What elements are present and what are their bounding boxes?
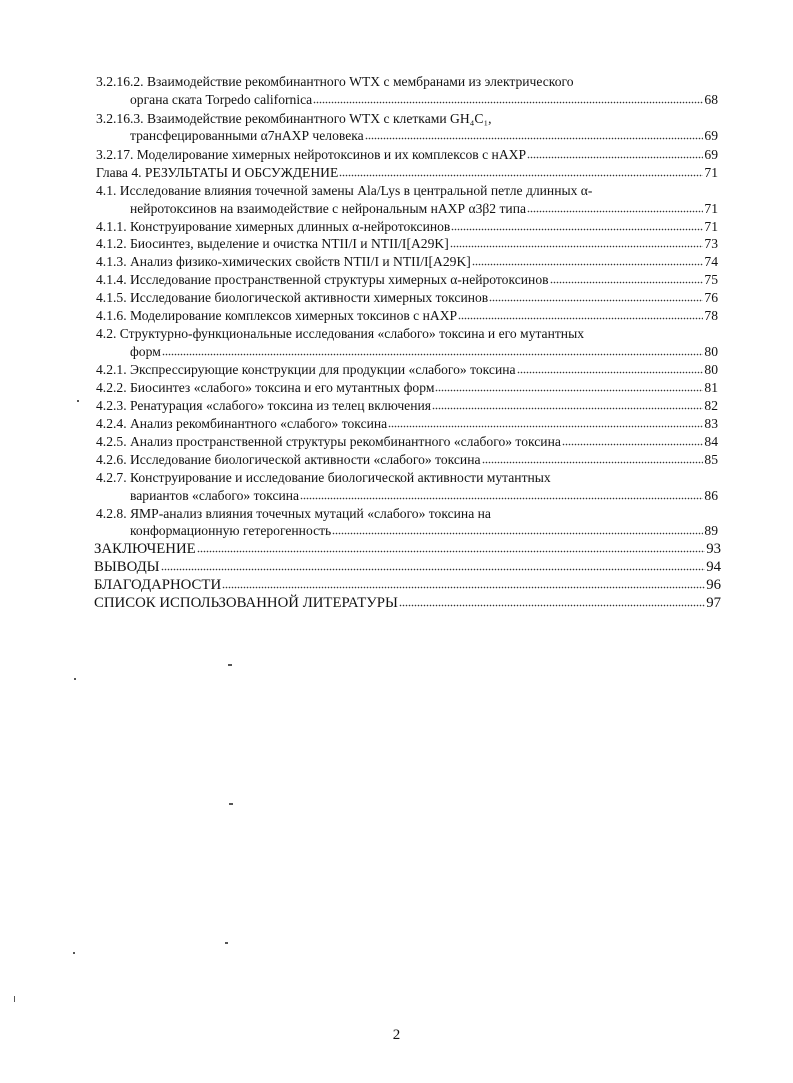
- dot-leader: [162, 344, 704, 356]
- toc-entry: [96, 452, 718, 468]
- dot-leader: [451, 219, 703, 231]
- scan-speck: [229, 803, 233, 805]
- scan-speck: [74, 678, 76, 680]
- page-number: 2: [392, 1027, 401, 1043]
- toc-entry-page: 82: [704, 398, 718, 413]
- dot-leader: [365, 128, 704, 140]
- toc-entry: [96, 147, 718, 163]
- toc-entry-title: нейротоксинов на взаимодействие с нейрональным нАХР α3β2 типа: [130, 201, 527, 216]
- toc-entry-title: БЛАГОДАРНОСТИ: [94, 577, 222, 593]
- toc-entry-title: 4.2.5. Анализ пространственной структуры рекомбинантного «слабого» токсина: [96, 434, 561, 449]
- toc-entry-title: 3.2.16.3. Взаимодействие рекомбинантного WTX с клетками GH₄C₁,: [96, 111, 492, 126]
- dot-leader: [435, 380, 703, 392]
- toc-entry: [96, 236, 718, 252]
- toc-entry-page: 85: [704, 452, 718, 467]
- toc-entry-title: 4.1.6. Моделирование комплексов химерных токсинов с нАХР: [96, 308, 458, 323]
- toc-entry-title: 3.2.16.2. Взаимодействие рекомбинантного WTX с мембранами из электрического: [96, 74, 574, 89]
- dot-leader: [161, 559, 706, 571]
- toc-entry: [96, 398, 718, 414]
- toc-entry-page: 81: [704, 380, 718, 395]
- dot-leader: [482, 452, 704, 464]
- toc-entry: [96, 219, 718, 235]
- toc-entry-title: 4.2.1. Экспрессирующие конструкции для продукции «слабого» токсина: [96, 362, 516, 377]
- dot-leader: [527, 147, 703, 159]
- toc-entry: [96, 380, 718, 396]
- toc-entry-page: 80: [704, 344, 718, 359]
- toc-entry: [96, 254, 718, 270]
- toc-entry: [130, 92, 718, 108]
- toc-entry: [94, 541, 721, 557]
- dot-leader: [527, 201, 703, 213]
- scan-speck: [14, 996, 15, 1002]
- toc-entry: [96, 326, 694, 342]
- toc-entry-title: 4.2.3. Ренатурация «слабого» токсина из телец включения: [96, 398, 431, 413]
- scan-speck: [228, 664, 232, 666]
- toc-entry-page: 69: [704, 128, 718, 143]
- toc-entry-title: форм: [130, 344, 161, 359]
- toc-entry-page: 75: [704, 272, 718, 287]
- toc-entry: [96, 470, 694, 486]
- toc-entry-title: Глава 4. РЕЗУЛЬТАТЫ И ОБСУЖДЕНИЕ: [96, 165, 339, 180]
- toc-entry: [130, 201, 718, 217]
- dot-leader: [489, 290, 703, 302]
- toc-entry-title: вариантов «слабого» токсина: [130, 488, 300, 503]
- toc-entry-page: 96: [706, 577, 721, 593]
- dot-leader: [432, 398, 703, 410]
- toc-entry-title: 4.1.4. Исследование пространственной структуры химерных α-нейротоксинов: [96, 272, 549, 287]
- toc-entry-title: конформационную гетерогенность: [130, 523, 332, 538]
- dot-leader: [562, 434, 704, 446]
- toc-entry: [94, 595, 721, 611]
- toc-entry-page: 83: [704, 416, 718, 431]
- toc-entry-page: 80: [704, 362, 718, 377]
- toc-entry-page: 94: [706, 559, 721, 575]
- toc-entry-page: 89: [704, 523, 718, 538]
- toc-entry-title: 4.2.4. Анализ рекомбинантного «слабого» токсина: [96, 416, 388, 431]
- toc-entry-title: органа ската Torpedo californica: [130, 92, 313, 107]
- toc-entry: [130, 523, 718, 539]
- toc-entry: [130, 488, 718, 504]
- toc-entry: [96, 506, 694, 522]
- dot-leader: [517, 362, 704, 374]
- dot-leader: [550, 272, 704, 284]
- toc-entry-title: 4.2. Структурно-функциональные исследования «слабого» токсина и его мутантных: [96, 326, 585, 341]
- toc-entry-title: 4.1.5. Исследование биологической активности химерных токсинов: [96, 290, 489, 305]
- toc-entry: [96, 434, 718, 450]
- toc-entry-page: 69: [704, 147, 718, 162]
- dot-leader: [300, 488, 703, 500]
- toc-entry: [94, 559, 721, 575]
- toc-entry: [96, 74, 694, 90]
- toc-entry: [130, 344, 718, 360]
- dot-leader: [450, 236, 704, 248]
- toc-entry-title: ВЫВОДЫ: [94, 559, 160, 575]
- toc-entry-page: 84: [704, 434, 718, 449]
- dot-leader: [458, 308, 703, 320]
- toc-entry-title: 4.1.2. Биосинтез, выделение и очистка NTII/I и NTII/I[A29K]: [96, 236, 449, 251]
- toc-entry-title: 3.2.17. Моделирование химерных нейротоксинов и их комплексов с нАХР: [96, 147, 527, 162]
- toc-entry: [96, 416, 718, 432]
- toc-entry: [96, 308, 718, 324]
- scan-speck: [77, 400, 79, 402]
- toc-entry-title: 4.2.7. Конструирование и исследование биологической активности мутантных: [96, 470, 551, 485]
- dot-leader: [332, 523, 703, 535]
- toc-entry-title: 4.2.2. Биосинтез «слабого» токсина и его мутантных форм: [96, 380, 435, 395]
- toc-entry-title: 4.1. Исследование влияния точечной замены Ala/Lys в центральной петле длинных α-: [96, 183, 593, 198]
- toc-entry-title: 4.2.8. ЯМР-анализ влияния точечных мутаций «слабого» токсина на: [96, 506, 491, 521]
- toc-entry-page: 97: [706, 595, 721, 611]
- dot-leader: [313, 92, 703, 104]
- toc-entry: [96, 183, 694, 199]
- toc-entry-page: 71: [704, 201, 718, 216]
- dot-leader: [197, 541, 705, 553]
- dot-leader: [399, 595, 705, 607]
- toc-entry-page: 74: [704, 254, 718, 269]
- toc-entry-page: 73: [704, 236, 718, 251]
- toc-entry-page: 78: [704, 308, 718, 323]
- toc-entry-page: 68: [704, 92, 718, 107]
- toc-entry-page: 71: [704, 219, 718, 234]
- toc-entry: [94, 577, 721, 593]
- toc-entry: [130, 128, 718, 144]
- toc-entry-title: 4.1.3. Анализ физико-химических свойств NTII/I и NTII/I[A29K]: [96, 254, 471, 269]
- scan-speck: [73, 952, 75, 954]
- toc-entry: [96, 290, 718, 306]
- toc-entry-title: ЗАКЛЮЧЕНИЕ: [94, 541, 196, 557]
- toc-entry-page: 86: [704, 488, 718, 503]
- dot-leader: [339, 165, 703, 177]
- toc-entry-title: 4.1.1. Конструирование химерных длинных α-нейротоксинов: [96, 219, 451, 234]
- scan-speck: [225, 942, 228, 944]
- toc-entry: [96, 165, 718, 181]
- toc-entry: [96, 362, 718, 378]
- toc-entry-page: 71: [704, 165, 718, 180]
- toc-entry-page: 76: [704, 290, 718, 305]
- dot-leader: [388, 416, 703, 428]
- toc-entry-title: СПИСОК ИСПОЛЬЗОВАННОЙ ЛИТЕРАТУРЫ: [94, 595, 398, 611]
- dot-leader: [222, 577, 705, 589]
- toc-entry-title: 4.2.6. Исследование биологической активности «слабого» токсина: [96, 452, 481, 467]
- toc-entry: [96, 111, 694, 127]
- dot-leader: [472, 254, 704, 266]
- toc-entry: [96, 272, 718, 288]
- toc-entry-page: 93: [706, 541, 721, 557]
- toc-entry-title: трансфецированными α7нАХР человека: [130, 128, 364, 143]
